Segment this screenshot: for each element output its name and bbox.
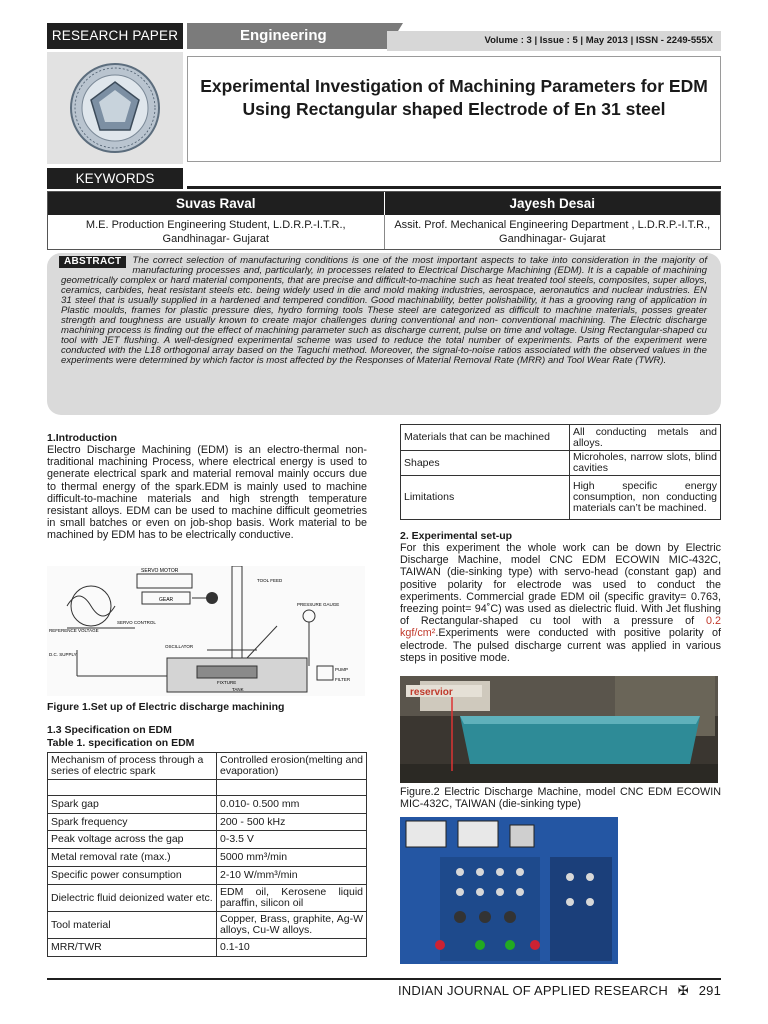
label-reference-voltage: REFERENCE VOLTAGE: [49, 628, 99, 633]
keywords-divider: [187, 186, 721, 189]
label-servo-motor: SERVO MOTOR: [141, 568, 179, 574]
setup-section: [400, 530, 721, 664]
introduction-text: Electro Discharge Machining (EDM) is an electro-thermal non-traditional machining Process, where electrical energy is used to generate electrical spark and material removal mainly occurs due to thermal energy of the spark.EDM is mainly used to machine difficult-to-machine materials and high strength temperature resistant alloys. EDM can be used to machine difficult geometries in small batches or even on job-shop basis. Work material to be machined by EDM has to be electrically conductive.: [47, 444, 367, 542]
table-row: MRR/TWR 0.1-10: [48, 939, 367, 957]
label-tool-feed: TOOL FEED: [257, 578, 283, 583]
table-row: Limitations High specific energy consumption, non conducting materials can’t be machined.: [401, 476, 721, 520]
capabilities-table: [400, 424, 721, 520]
figure2-caption: Figure.2 Electric Discharge Machine, model CNC EDM ECOWIN MIC-432C, TAIWAN (die-sinking type): [400, 786, 721, 811]
label-tank: TANK: [232, 687, 244, 692]
cross-icon: ✠: [677, 983, 689, 998]
table-row: Dielectric fluid deionized water etc. EDM oil, Kerosene liquid paraffin, silicon oil: [48, 885, 367, 912]
control-panel-image: [400, 817, 618, 964]
field-tab: [187, 23, 387, 49]
keywords-label: KEYWORDS: [47, 168, 183, 189]
abstract-text: The correct selection of manufacturing conditions is one of the most important aspects to take into consideration in the majority of manufacturing processes and, particularly, in processes related to Electrical Discharge Machining (EDM). It is a capable of machining geometrically complex or hard material components, that are precise and difficult-to-machine such as heat treated tool steels, composites, super alloys, ceramics, carbides, heat resistant steels etc. being widely used in die and mold making industries, aerospace, aeronautics and nuclear industries. EN 31 steel that is usually supplied in a hardened and tempered condition. Good machinability, better polishability, it has a grooving rang of application in Plastic moulds, frames for plastic pressure dies, hydro forming tools These steel are categorized as difficult to machine materials, posses greater strength and toughness are usually known to create major challenges during conventional and non- conventional machining. The Electric discharge machining process is finding out the effect of machining parameter such as discharge current, pulse on time and voltage. Using Rectangular-shaped cu tool with JET flushing. A well-designed experimental scheme was used to reduce the total number of experiments. Parts of the experiment were conducted with the L18 orthogonal array based on the Taguchi method. Moreover, the signal-to-noise ratios associated with the observed values in the experiments were determined by which factor is most affected by the Responses of Material Removal Rate (MRR) and Tool Wear Rate (TWR).: [61, 255, 707, 366]
section-heading: 1.Introduction: [47, 432, 117, 444]
edm-machine-photo: [400, 676, 718, 783]
label-dc-supply: D.C. SUPPLY: [49, 652, 77, 657]
table-row: Tool material Copper, Brass, graphite, Ag-W alloys, Cu-W alloys.: [48, 912, 367, 939]
field-label: Engineering: [240, 27, 327, 44]
pressure-value: 0.2 kgf/cm²: [400, 615, 721, 640]
author-affiliation: M.E. Production Engineering Student, L.D.R.P.-I.T.R., Gandhinagar- Gujarat: [85, 219, 346, 245]
figure1-caption: Figure 1.Set up of Electric discharge machining: [47, 701, 285, 713]
label-gear: GEAR: [159, 597, 174, 603]
spec-table: [47, 752, 367, 957]
journal-logo: [47, 52, 183, 164]
table-row: Materials that can be machined All conducting metals and alloys.: [401, 425, 721, 451]
spec-table-title: Table 1. specification on EDM: [47, 737, 195, 749]
spec-heading: 1.3 Specification on EDM: [47, 724, 172, 736]
page-number: 291: [698, 983, 721, 998]
label-fixture: FIXTURE: [217, 680, 237, 685]
control-panel-photo: [400, 817, 618, 964]
table-row: Spark frequency 200 - 500 kHz: [48, 814, 367, 831]
reservoir-label: reservior: [410, 687, 453, 698]
edm-setup-diagram: [47, 566, 365, 696]
page-footer: [47, 983, 721, 999]
abstract-label: ABSTRACT: [59, 256, 126, 268]
edm-schematic: [47, 566, 365, 696]
authors-block: [47, 191, 721, 250]
table-row: Specific power consumption 2-10 W/mm³/min: [48, 867, 367, 885]
table-row: Spark gap 0.010- 0.500 mm: [48, 796, 367, 814]
table-row: Peak voltage across the gap 0-3.5 V: [48, 831, 367, 849]
label-pump: PUMP: [335, 667, 349, 672]
journal-seal-icon: [47, 52, 183, 164]
table-row: Mechanism of process through a series of electric spark Controlled erosion(melting and evaporation): [48, 753, 367, 780]
label-servo-control: SERVO CONTROL: [117, 620, 156, 625]
paper-title: Experimental Investigation of Machining Parameters for EDM Using Rectangular shaped Electrode of En 31 steel: [187, 56, 721, 162]
author-affiliation: Assit. Prof. Mechanical Engineering Department , L.D.R.P.-I.T.R., Gandhinagar- Gujarat: [384, 215, 721, 249]
footer-divider: [47, 978, 721, 980]
author-name: Suvas Raval: [48, 192, 384, 215]
abstract-box: [47, 253, 721, 415]
label-pressure-gauge: PRESSURE GAUGE: [297, 602, 340, 607]
journal-name: INDIAN JOURNAL OF APPLIED RESEARCH: [397, 983, 668, 998]
label-oscillator: OSCILLATOR: [165, 644, 194, 649]
label-filter: FILTER: [335, 677, 351, 682]
table-row: [48, 780, 367, 796]
author-name: Jayesh Desai: [384, 192, 721, 215]
introduction-section: [47, 432, 367, 542]
setup-text: For this experiment the whole work can be down by Electric Discharge Machine, model CNC EDM ECOWIN MIC-432C, TAIWAN (die-sinking type) with servo-head (constant gap) and positive polarity for electrode was used to conduct the experiments. Commercial grade EDM oil (specific gravity= 0.763, freezing point= 94˚C) was used as dielectric fluid. With Jet flushing of Rectangular-shaped cu tool with a pressure of 0.2 kgf/cm².Experiments were conducted with positive polarity of electrode. The pulsed discharge current was applied in various steps in positive mode.: [400, 542, 721, 664]
section-heading: 2. Experimental set-up: [400, 530, 513, 542]
category-tab: RESEARCH PAPER: [47, 23, 183, 49]
table-row: Shapes Microholes, narrow slots, blind cavities: [401, 451, 721, 476]
volume-info: Volume : 3 | Issue : 5 | May 2013 | ISSN - 2249-555X: [387, 31, 721, 51]
figure2-photo: [400, 676, 718, 783]
table-row: Metal removal rate (max.) 5000 mm³/min: [48, 849, 367, 867]
